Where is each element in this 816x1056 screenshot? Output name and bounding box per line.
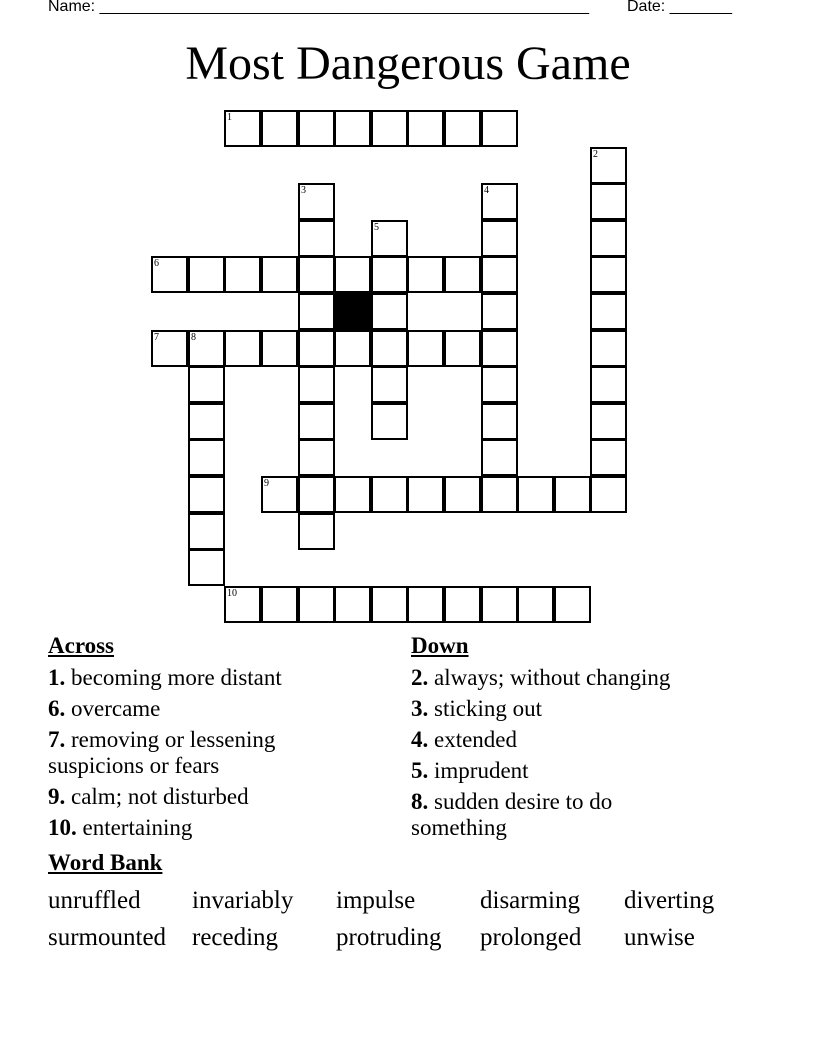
crossword-cell[interactable] — [517, 476, 554, 513]
crossword-cell[interactable] — [590, 147, 627, 184]
clue-text: extended — [428, 727, 518, 752]
crossword-cell[interactable] — [188, 476, 225, 513]
clue-number: 7. — [48, 727, 66, 752]
crossword-cell[interactable] — [481, 586, 518, 623]
word-bank-word: surmounted — [48, 924, 167, 951]
crossword-cell[interactable] — [554, 586, 591, 623]
crossword-cell[interactable] — [188, 330, 225, 367]
crossword-cell[interactable] — [554, 476, 591, 513]
crossword-cell[interactable] — [298, 183, 335, 220]
clue-number: 1. — [48, 665, 66, 690]
clue-text: always; without changing — [428, 665, 671, 690]
across-heading: Across — [48, 633, 115, 658]
crossword-cell[interactable] — [298, 110, 335, 147]
crossword-cell[interactable] — [188, 549, 225, 586]
down-clue — [411, 696, 741, 722]
crossword-cell[interactable] — [481, 293, 518, 330]
crossword-cell[interactable] — [261, 476, 298, 513]
word-bank-word: impulse — [336, 887, 416, 914]
clue-text: sudden desire to do something — [411, 789, 613, 840]
crossword-cell[interactable] — [298, 366, 335, 403]
crossword-cell[interactable] — [481, 110, 518, 147]
crossword-cell[interactable] — [590, 439, 627, 476]
clue-text: removing or lessening suspicions or fears — [48, 727, 276, 778]
clue-number-label: 5 — [374, 222, 379, 233]
crossword-cell[interactable] — [334, 476, 371, 513]
clue-text: overcame — [65, 696, 161, 721]
crossword-cell[interactable] — [151, 330, 188, 367]
clue-number-label: 3 — [301, 185, 306, 196]
clue-number-label: 7 — [154, 332, 159, 343]
crossword-cell[interactable] — [188, 513, 225, 550]
crossword-cell[interactable] — [444, 476, 481, 513]
crossword-cell[interactable] — [371, 403, 408, 440]
crossword-cell[interactable] — [444, 586, 481, 623]
crossword-cell[interactable] — [407, 330, 444, 367]
down-clue — [411, 758, 741, 784]
crossword-cell[interactable] — [371, 293, 408, 330]
across-clue — [48, 665, 378, 691]
crossword-cell[interactable] — [371, 476, 408, 513]
crossword-cell[interactable] — [261, 256, 298, 293]
crossword-cell[interactable] — [334, 330, 371, 367]
crossword-cell[interactable] — [298, 256, 335, 293]
across-clue-list — [48, 665, 378, 846]
word-bank-word: disarming — [480, 887, 580, 914]
across-clue — [48, 696, 378, 722]
crossword-cell[interactable] — [481, 220, 518, 257]
crossword-cell[interactable] — [444, 110, 481, 147]
crossword-cell[interactable] — [590, 220, 627, 257]
across-clue — [48, 815, 378, 841]
crossword-cell[interactable] — [371, 366, 408, 403]
clue-number-label: 8 — [191, 332, 196, 343]
crossword-cell[interactable] — [188, 439, 225, 476]
crossword-cell[interactable] — [188, 256, 225, 293]
clue-number: 10. — [48, 815, 77, 840]
crossword-cell[interactable] — [261, 110, 298, 147]
crossword-cell[interactable] — [590, 476, 627, 513]
crossword-cell[interactable] — [590, 403, 627, 440]
crossword-cell[interactable] — [224, 586, 261, 623]
crossword-cell[interactable] — [481, 439, 518, 476]
word-bank-heading: Word Bank — [48, 850, 163, 875]
crossword-cell[interactable] — [371, 220, 408, 257]
crossword-cell[interactable] — [298, 513, 335, 550]
crossword-cell[interactable] — [444, 330, 481, 367]
clue-number: 6. — [48, 696, 66, 721]
crossword-cell[interactable] — [481, 366, 518, 403]
clue-text: becoming more distant — [65, 665, 282, 690]
crossword-cell[interactable] — [371, 110, 408, 147]
down-clue — [411, 665, 741, 691]
crossword-cell[interactable] — [481, 476, 518, 513]
word-bank-word: protruding — [336, 924, 442, 951]
name-field-label: Name: _______________________________________________________ — [48, 0, 589, 15]
crossword-cell[interactable] — [261, 586, 298, 623]
date-field-label: Date: _______ — [627, 0, 732, 15]
down-clue — [411, 727, 741, 753]
crossword-cell[interactable] — [590, 183, 627, 220]
clue-number: 5. — [411, 758, 429, 783]
clue-number: 3. — [411, 696, 429, 721]
clue-text: entertaining — [76, 815, 193, 840]
crossword-cell[interactable] — [407, 586, 444, 623]
crossword-cell[interactable] — [334, 110, 371, 147]
crossword-cell[interactable] — [481, 183, 518, 220]
crossword-cell[interactable] — [188, 366, 225, 403]
down-heading: Down — [411, 633, 469, 658]
clue-number-label: 2 — [593, 149, 598, 160]
page-title: Most Dangerous Game — [185, 37, 631, 90]
crossword-cell[interactable] — [224, 110, 261, 147]
clue-text: sticking out — [428, 696, 542, 721]
clue-number-label: 1 — [227, 112, 232, 123]
crossword-cell[interactable] — [407, 256, 444, 293]
clue-text: imprudent — [428, 758, 529, 783]
clue-number: 4. — [411, 727, 429, 752]
clue-number-label: 4 — [484, 185, 489, 196]
crossword-cell[interactable] — [371, 256, 408, 293]
crossword-cell[interactable] — [298, 586, 335, 623]
clue-number-label: 10 — [227, 588, 237, 599]
crossword-cell[interactable] — [481, 403, 518, 440]
crossword-cell[interactable] — [590, 256, 627, 293]
crossword-cell[interactable] — [188, 403, 225, 440]
crossword-cell[interactable] — [517, 586, 554, 623]
crossword-cell[interactable] — [590, 293, 627, 330]
crossword-cell[interactable] — [261, 330, 298, 367]
crossword-cell[interactable] — [590, 330, 627, 367]
crossword-cell[interactable] — [444, 256, 481, 293]
crossword-black-square — [334, 293, 371, 330]
clue-number-label: 9 — [264, 478, 269, 489]
word-bank-word: prolonged — [480, 924, 582, 951]
crossword-cell[interactable] — [334, 256, 371, 293]
crossword-cell[interactable] — [298, 439, 335, 476]
clue-number: 9. — [48, 784, 66, 809]
crossword-cell[interactable] — [298, 220, 335, 257]
across-clue — [48, 784, 378, 810]
crossword-cell[interactable] — [298, 476, 335, 513]
crossword-cell[interactable] — [298, 293, 335, 330]
crossword-cell[interactable] — [407, 110, 444, 147]
crossword-cell[interactable] — [481, 256, 518, 293]
crossword-cell[interactable] — [298, 330, 335, 367]
down-clue-list — [411, 665, 741, 846]
crossword-cell[interactable] — [590, 366, 627, 403]
crossword-cell[interactable] — [371, 330, 408, 367]
clue-number: 8. — [411, 789, 429, 814]
clue-number: 2. — [411, 665, 429, 690]
word-bank-word: invariably — [192, 887, 294, 914]
crossword-cell[interactable] — [224, 330, 261, 367]
clue-text: calm; not disturbed — [65, 784, 249, 809]
crossword-cell[interactable] — [371, 586, 408, 623]
crossword-cell[interactable] — [334, 586, 371, 623]
word-bank-word: diverting — [624, 887, 715, 914]
clue-number-label: 6 — [154, 258, 159, 269]
word-bank-word: unwise — [624, 924, 695, 951]
crossword-cell[interactable] — [407, 476, 444, 513]
crossword-cell[interactable] — [151, 256, 188, 293]
crossword-cell[interactable] — [481, 330, 518, 367]
crossword-cell[interactable] — [224, 256, 261, 293]
word-bank-word: receding — [192, 924, 279, 951]
word-bank-word: unruffled — [48, 887, 141, 914]
crossword-cell[interactable] — [298, 403, 335, 440]
down-clue — [411, 789, 661, 841]
across-clue — [48, 727, 318, 779]
